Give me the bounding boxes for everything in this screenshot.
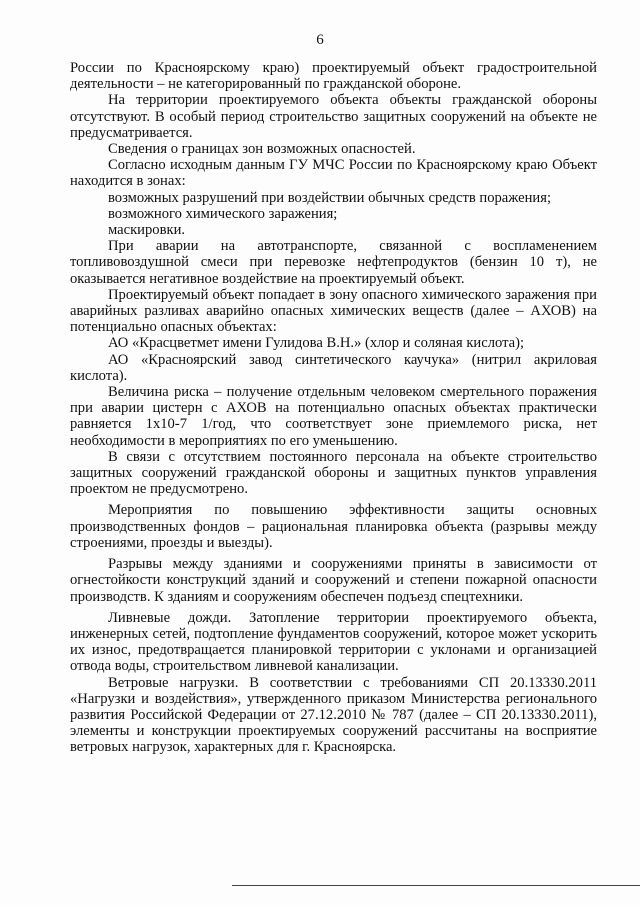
paragraph-chemical-zone: Проектируемый объект попадает в зону опасного химического заражения при аварийных разливах аварийно опасных химических веществ (далее – АХОВ) на потенциально опасных объектах: [70,286,597,336]
paragraph-wind-loads: Ветровые нагрузки. В соответствии с требованиями СП 20.13330.2011 «Нагрузки и воздействия», утвержденного приказом Министерства регионального развития Российской Федерации от 27.12.2010 № 787 (далее – СП 20.13330.2011), элементы и конструкции проектируемых сооружений рассчитаны на восприятие ветровых нагрузок, характерных для г. Красноярска. [70,674,597,756]
paragraph-civil-defense-objects: На территории проектируемого объекта объекты гражданской обороны отсутствуют. В особый период строительство защитных сооружений на объекте не предусматривается. [70,92,597,141]
paragraph-no-shelters: В связи с отсутствием постоянного персонала на объекте строительство защитных сооружений гражданской обороны и защитных пунктов управления проектом не предусмотрено. [70,448,597,498]
paragraph-storm-rains: Ливневые дожди. Затопление территории проектируемого объекта, инженерных сетей, подтопление фундаментов сооружений, которое может ускорить их износ, предотвращается планировкой территории с уклонами и организацией отвода воды, строительством ливневой канализации. [70,609,597,675]
paragraph-source-data: Согласно исходным данным ГУ МЧС России по Красноярскому краю Объект находится в зонах: [70,157,597,190]
zone-item-destruction: возможных разрушений при воздействии обычных средств поражения; [108,189,552,206]
bottom-divider [232,885,640,886]
hazardous-object-krastsvetmet: АО «Красцветмет имени Гулидова В.Н.» (хлор и соляная кислота); [108,335,525,352]
zone-item-chemical: возможного химического заражения; [108,205,338,222]
page-number: 6 [316,32,324,48]
paragraph-category-continuation: России по Красноярскому краю) проектируемый объект градостроительной деятельности – не категорированный по гражданской обороне. [70,60,597,93]
paragraph-building-gaps: Разрывы между зданиями и сооружениями приняты в зависимости от огнестойкости конструкций зданий и сооружений и степени пожарной опасности производств. К зданиям и сооружениям обеспечен подъезд спецтехники. [70,556,597,605]
hazardous-object-rubber-plant: АО «Красноярский завод синтетического каучука» (нитрил акриловая кислота). [70,351,597,384]
paragraph-hazard-zones-heading: Сведения о границах зон возможных опасностей. [108,141,416,158]
paragraph-fixed-assets-protection: Мероприятия по повышению эффективности защиты основных производственных фондов – рациональная планировка объекта (разрывы между строениями, проезды и выезды). [70,502,597,551]
paragraph-risk-value: Величина риска – получение отдельным человеком смертельного поражения при аварии цистерн с АХОВ на потенциально опасных объектах практически равняется 1х10-7 1/год, что соответствует зоне приемлемого риска, нет необходимости в мероприятиях по его уменьшению. [70,384,597,449]
document-body [70,60,597,756]
zone-item-camouflage: маскировки. [108,222,186,239]
paragraph-transport-accident: При аварии на автотранспорте, связанной с воспламенением топливовоздушной смеси при перевозке нефтепродуктов (бензин 10 т), не оказывается негативное воздействие на проектируемый объект. [70,238,597,287]
